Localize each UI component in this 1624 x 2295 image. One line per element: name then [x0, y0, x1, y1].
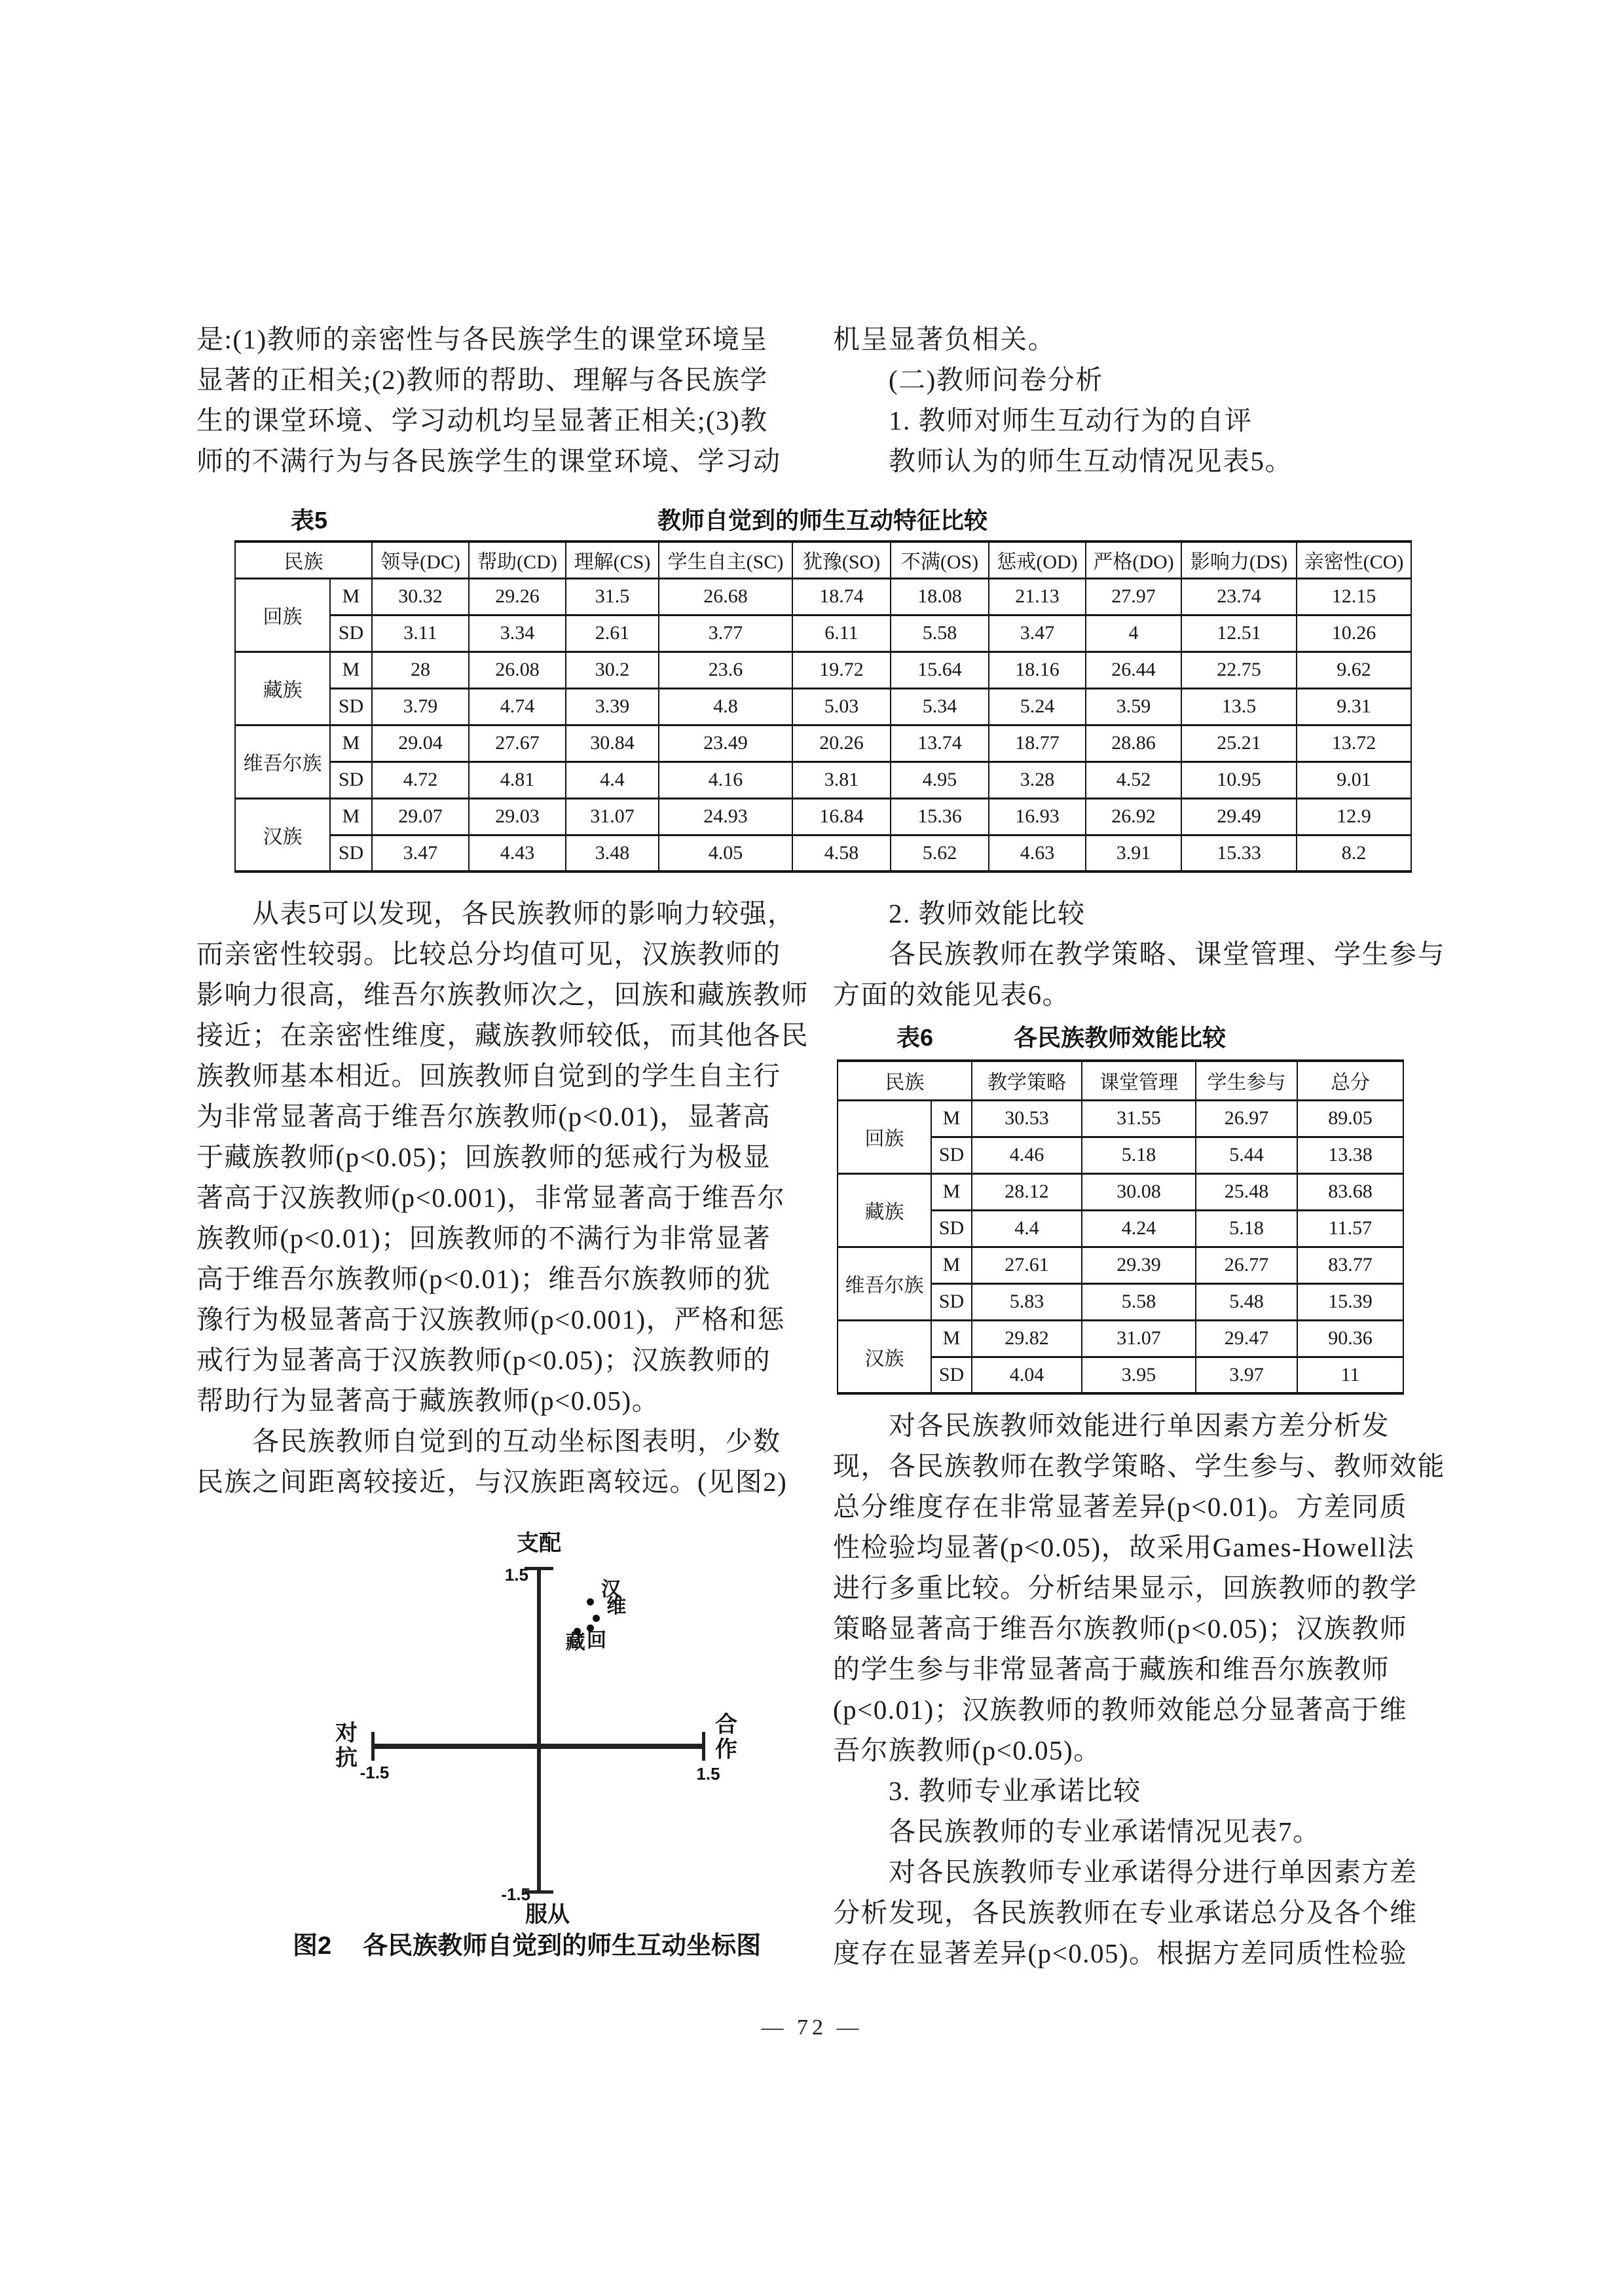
table-cell: 5.03	[792, 688, 891, 725]
table-cell: 10.26	[1297, 615, 1411, 652]
table-cell: 23.74	[1181, 578, 1297, 615]
table-cell: 4.74	[469, 688, 566, 725]
table-5-header	[235, 542, 1411, 578]
table-cell: 3.47	[372, 835, 469, 872]
table-cell: 27.97	[1086, 578, 1181, 615]
table-cell: 5.44	[1196, 1137, 1297, 1173]
table-cell: 3.81	[792, 762, 891, 798]
table-cell: 29.04	[372, 725, 469, 762]
figure-2-caption-title: 各民族教师自觉到的师生互动坐标图	[363, 1932, 762, 1960]
table-cell: 4.52	[1086, 762, 1181, 798]
text-line: (二)教师问卷分析	[833, 365, 1103, 395]
row-label-stat: SD	[330, 615, 372, 652]
table-cell: 4.72	[372, 762, 469, 798]
text-line: 总分维度存在非常显著差异(p<0.01)。方差同质	[833, 1492, 1408, 1522]
table-cell: 29.07	[372, 798, 469, 835]
table-5-teacher-interaction	[234, 540, 1412, 873]
table-cell: 16.84	[792, 798, 891, 835]
text-line: 民族之间距离较接近，与汉族距离较远。(见图2)	[196, 1467, 788, 1497]
table-cell: 23.6	[659, 652, 792, 688]
table-cell: 3.11	[372, 615, 469, 652]
scatter-point-label: 藏	[565, 1632, 585, 1654]
row-label-stat: SD	[330, 835, 372, 872]
text-line: 是:(1)教师的亲密性与各民族学生的课堂环境呈	[196, 324, 768, 354]
table-cell: 4.4	[972, 1210, 1082, 1247]
text-line: 的学生参与非常显著高于藏族和维吾尔族教师	[833, 1654, 1390, 1684]
table-cell: 3.91	[1086, 835, 1181, 872]
table-cell: 25.48	[1196, 1173, 1297, 1210]
table-cell: 28.86	[1086, 725, 1181, 762]
row-label-ethnicity: 藏族	[838, 1173, 931, 1247]
table-5-caption-label: 表5	[291, 507, 328, 534]
right-column-efficacy-intro	[833, 893, 1445, 1015]
table-cell: 3.95	[1082, 1357, 1196, 1393]
table-cell: 13.38	[1297, 1137, 1403, 1173]
table-cell: 3.48	[566, 835, 659, 872]
text-line: 2. 教师效能比较	[833, 898, 1086, 928]
text-line: 于藏族教师(p<0.05)；回族教师的惩戒行为极显	[196, 1142, 771, 1172]
table-row	[838, 1173, 1403, 1210]
text-line: 1. 教师对师生互动行为的自评	[833, 405, 1253, 435]
scatter-point-label: 回	[586, 1630, 606, 1651]
scatter-point	[593, 1615, 600, 1622]
row-label-ethnicity: 汉族	[235, 798, 330, 872]
table-cell: 5.34	[891, 688, 989, 725]
col-header: 领导(DC)	[372, 542, 469, 578]
table-cell: 27.61	[972, 1247, 1082, 1283]
row-label-stat: M	[931, 1247, 972, 1283]
table-cell: 2.61	[566, 615, 659, 652]
text-line: 高于维吾尔族教师(p<0.01)；维吾尔族教师的犹	[196, 1264, 771, 1294]
table-cell: 31.55	[1082, 1100, 1196, 1137]
text-line: 为非常显著高于维吾尔族教师(p<0.01)，显著高	[196, 1101, 771, 1131]
right-tick	[702, 1732, 705, 1761]
axis-label-opposition: 对抗	[335, 1721, 358, 1771]
text-line: 而亲密性较弱。比较总分均值可见，汉族教师的	[196, 939, 781, 969]
table-cell: 20.26	[792, 725, 891, 762]
table-cell: 3.34	[469, 615, 566, 652]
row-label-stat: M	[330, 652, 372, 688]
text-line: 3. 教师专业承诺比较	[833, 1776, 1141, 1806]
table-cell: 3.77	[659, 615, 792, 652]
table-cell: 29.03	[469, 798, 566, 835]
table-cell: 4	[1086, 615, 1181, 652]
col-header: 学生自主(SC)	[659, 542, 792, 578]
text-line: 对各民族教师效能进行单因素方差分析发	[833, 1410, 1390, 1441]
figure-2-caption	[293, 1932, 761, 1960]
text-line: 分析发现，各民族教师在专业承诺总分及各个维	[833, 1898, 1418, 1928]
text-line: 族教师(p<0.01)；回族教师的不满行为非常显著	[196, 1223, 771, 1253]
tick-label-top: 1.5	[504, 1565, 528, 1585]
row-label-ethnicity: 维吾尔族	[838, 1247, 931, 1320]
table-row	[235, 835, 1411, 872]
table-cell: 89.05	[1297, 1100, 1403, 1137]
table-cell: 18.16	[989, 652, 1086, 688]
table-cell: 29.47	[1196, 1320, 1297, 1357]
table-cell: 4.95	[891, 762, 989, 798]
table-cell: 5.83	[972, 1283, 1082, 1320]
text-line: 各民族教师自觉到的互动坐标图表明，少数	[196, 1426, 781, 1456]
table-cell: 4.58	[792, 835, 891, 872]
table-5-caption	[234, 505, 1411, 536]
axis-label-dominance: 支配	[517, 1531, 561, 1556]
text-line: 各民族教师在教学策略、课堂管理、学生参与	[833, 939, 1445, 969]
table-cell: 4.05	[659, 835, 792, 872]
text-line: 帮助行为显著高于藏族教师(p<0.05)。	[196, 1386, 660, 1416]
table-cell: 29.49	[1181, 798, 1297, 835]
table-cell: 3.47	[989, 615, 1086, 652]
col-header: 犹豫(SO)	[792, 542, 891, 578]
page-number: — 72 —	[761, 2015, 863, 2040]
table-cell: 4.24	[1082, 1210, 1196, 1247]
text-line: 各民族教师的专业承诺情况见表7。	[833, 1816, 1321, 1846]
text-line: 从表5可以发现，各民族教师的影响力较强，	[196, 898, 796, 928]
table-cell: 6.11	[792, 615, 891, 652]
tick-label-right: 1.5	[696, 1764, 720, 1784]
scatter-point-label: 汉	[600, 1579, 621, 1601]
table-cell: 8.2	[1297, 835, 1411, 872]
col-header: 课堂管理	[1082, 1061, 1196, 1100]
col-header: 教学策略	[972, 1061, 1082, 1100]
col-header: 影响力(DS)	[1181, 542, 1297, 578]
table-row	[838, 1247, 1403, 1283]
text-line: 性检验均显著(p<0.05)，故采用Games-Howell法	[833, 1532, 1415, 1562]
text-line: 机呈显著负相关。	[833, 324, 1056, 354]
table-row	[235, 798, 1411, 835]
text-line: 族教师基本相近。回族教师自觉到的学生自主行	[196, 1061, 781, 1091]
table-cell: 4.63	[989, 835, 1086, 872]
table-cell: 26.68	[659, 578, 792, 615]
axis-label-cooperation: 合作	[715, 1712, 737, 1762]
table-cell: 18.74	[792, 578, 891, 615]
table-row	[235, 725, 1411, 762]
table-cell: 16.93	[989, 798, 1086, 835]
table-cell: 4.16	[659, 762, 792, 798]
axis-label-submission: 服从	[525, 1902, 570, 1927]
horizontal-axis	[373, 1744, 704, 1749]
table-cell: 26.97	[1196, 1100, 1297, 1137]
table-cell: 83.68	[1297, 1173, 1403, 1210]
left-column-analysis-paragraph	[196, 893, 819, 1502]
text-line: 接近；在亲密性维度，藏族教师较低，而其他各民	[196, 1020, 809, 1050]
table-row	[235, 578, 1411, 615]
top-tick	[525, 1567, 553, 1570]
table-cell: 30.53	[972, 1100, 1082, 1137]
table-cell: 3.28	[989, 762, 1086, 798]
tick-label-left: -1.5	[360, 1763, 390, 1782]
col-header: 帮助(CD)	[469, 542, 566, 578]
table-cell: 12.51	[1181, 615, 1297, 652]
row-label-ethnicity: 回族	[235, 578, 330, 652]
table-cell: 26.08	[469, 652, 566, 688]
table-5-caption-title: 教师自觉到的师生互动特征比较	[657, 507, 987, 534]
table-cell: 3.79	[372, 688, 469, 725]
text-line: 师的不满行为与各民族学生的课堂环境、学习动	[196, 446, 781, 476]
row-label-stat: SD	[931, 1210, 972, 1247]
row-label-stat: SD	[931, 1357, 972, 1393]
table-cell: 26.92	[1086, 798, 1181, 835]
col-header: 总分	[1297, 1061, 1403, 1100]
table-cell: 5.18	[1082, 1137, 1196, 1173]
table-cell: 4.43	[469, 835, 566, 872]
table-cell: 9.31	[1297, 688, 1411, 725]
table-cell: 9.62	[1297, 652, 1411, 688]
table-cell: 4.46	[972, 1137, 1082, 1173]
table-cell: 13.5	[1181, 688, 1297, 725]
text-line: 著高于汉族教师(p<0.001)，非常显著高于维吾尔	[196, 1183, 786, 1213]
table-cell: 5.58	[891, 615, 989, 652]
table-cell: 29.26	[469, 578, 566, 615]
table-6-header	[838, 1061, 1403, 1100]
text-line: 方面的效能见表6。	[833, 980, 1070, 1010]
row-label-stat: M	[931, 1173, 972, 1210]
text-line: 生的课堂环境、学习动机均呈显著正相关;(3)教	[196, 405, 768, 435]
text-line: 对各民族教师专业承诺得分进行单因素方差	[833, 1857, 1418, 1887]
row-label-stat: SD	[931, 1137, 972, 1173]
scatter-point-label: 维	[606, 1595, 627, 1617]
text-line: 教师认为的师生互动情况见表5。	[833, 446, 1293, 476]
table-cell: 5.24	[989, 688, 1086, 725]
table-cell: 24.93	[659, 798, 792, 835]
table-cell: 5.18	[1196, 1210, 1297, 1247]
tick-label-bottom: -1.5	[501, 1884, 530, 1904]
col-header: 严格(DO)	[1086, 542, 1181, 578]
table-cell: 4.4	[566, 762, 659, 798]
table-cell: 12.15	[1297, 578, 1411, 615]
table-6-caption-label: 表6	[896, 1024, 934, 1051]
table-cell: 26.77	[1196, 1247, 1297, 1283]
text-line: 显著的正相关;(2)教师的帮助、理解与各民族学	[196, 365, 768, 395]
text-line: 度存在显著差异(p<0.05)。根据方差同质性检验	[833, 1938, 1408, 1968]
table-cell: 25.21	[1181, 725, 1297, 762]
col-header-ethnicity: 民族	[235, 542, 372, 578]
table-6-body	[838, 1100, 1403, 1393]
table-cell: 3.39	[566, 688, 659, 725]
table-cell: 28.12	[972, 1173, 1082, 1210]
table-cell: 11.57	[1297, 1210, 1403, 1247]
row-label-stat: M	[931, 1100, 972, 1137]
table-cell: 3.97	[1196, 1357, 1297, 1393]
table-cell: 18.08	[891, 578, 989, 615]
right-column-top-paragraph	[833, 319, 1429, 481]
col-header-ethnicity: 民族	[838, 1061, 972, 1100]
row-label-stat: SD	[330, 688, 372, 725]
text-line: 戒行为显著高于汉族教师(p<0.05)；汉族教师的	[196, 1345, 771, 1375]
figure-2-caption-label: 图2	[293, 1932, 332, 1960]
table-5-body	[235, 578, 1411, 872]
table-cell: 11	[1297, 1357, 1403, 1393]
table-cell: 15.64	[891, 652, 989, 688]
text-line: (p<0.01)；汉族教师的教师效能总分显著高于维	[833, 1695, 1408, 1725]
row-label-stat: M	[931, 1320, 972, 1357]
table-cell: 15.39	[1297, 1283, 1403, 1320]
table-cell: 4.81	[469, 762, 566, 798]
table-cell: 3.59	[1086, 688, 1181, 725]
text-line: 吾尔族教师(p<0.05)。	[833, 1735, 1101, 1765]
row-label-ethnicity: 藏族	[235, 652, 330, 725]
table-row	[838, 1320, 1403, 1357]
table-cell: 30.08	[1082, 1173, 1196, 1210]
table-cell: 30.32	[372, 578, 469, 615]
table-6-teacher-efficacy	[837, 1059, 1404, 1395]
table-6-caption-title: 各民族教师效能比较	[1013, 1024, 1226, 1051]
row-label-ethnicity: 回族	[838, 1100, 931, 1173]
row-label-stat: M	[330, 578, 372, 615]
table-row	[235, 688, 1411, 725]
col-header: 惩戒(OD)	[989, 542, 1086, 578]
table-cell: 21.13	[989, 578, 1086, 615]
table-cell: 31.5	[566, 578, 659, 615]
table-cell: 90.36	[1297, 1320, 1403, 1357]
table-6-caption	[837, 1023, 1403, 1053]
table-cell: 12.9	[1297, 798, 1411, 835]
table-cell: 5.48	[1196, 1283, 1297, 1320]
table-cell: 15.36	[891, 798, 989, 835]
table-cell: 31.07	[1082, 1320, 1196, 1357]
table-cell: 18.77	[989, 725, 1086, 762]
text-line: 进行多重比较。分析结果显示，回族教师的教学	[833, 1573, 1418, 1603]
col-header: 不满(OS)	[891, 542, 989, 578]
text-line: 影响力很高，维吾尔族教师次之，回族和藏族教师	[196, 980, 809, 1010]
table-cell: 26.44	[1086, 652, 1181, 688]
table-cell: 30.84	[566, 725, 659, 762]
table-cell: 23.49	[659, 725, 792, 762]
col-header: 亲密性(CO)	[1297, 542, 1411, 578]
table-cell: 13.72	[1297, 725, 1411, 762]
table-cell: 4.8	[659, 688, 792, 725]
table-row	[838, 1100, 1403, 1137]
table-cell: 31.07	[566, 798, 659, 835]
table-row	[235, 652, 1411, 688]
table-cell: 4.04	[972, 1357, 1082, 1393]
table-cell: 29.39	[1082, 1247, 1196, 1283]
table-row	[235, 615, 1411, 652]
table-cell: 13.74	[891, 725, 989, 762]
table-cell: 30.2	[566, 652, 659, 688]
table-cell: 5.62	[891, 835, 989, 872]
table-cell: 5.58	[1082, 1283, 1196, 1320]
row-label-stat: SD	[931, 1283, 972, 1320]
col-header: 理解(CS)	[566, 542, 659, 578]
right-column-analysis-paragraph	[833, 1405, 1445, 1974]
figure-2-interaction-coordinate-plot	[295, 1526, 819, 1971]
vertical-axis	[537, 1568, 541, 1892]
row-label-stat: M	[330, 798, 372, 835]
col-header: 学生参与	[1196, 1061, 1297, 1100]
table-cell: 83.77	[1297, 1247, 1403, 1283]
row-label-ethnicity: 汉族	[838, 1320, 931, 1393]
row-label-ethnicity: 维吾尔族	[235, 725, 330, 798]
table-cell: 27.67	[469, 725, 566, 762]
scatter-point	[587, 1598, 594, 1606]
table-cell: 19.72	[792, 652, 891, 688]
text-line: 现，各民族教师在教学策略、学生参与、教师效能	[833, 1451, 1445, 1481]
text-line: 策略显著高于维吾尔族教师(p<0.05)；汉族教师	[833, 1613, 1408, 1643]
row-label-stat: SD	[330, 762, 372, 798]
table-cell: 22.75	[1181, 652, 1297, 688]
text-line: 豫行为极显著高于汉族教师(p<0.001)，严格和惩	[196, 1304, 786, 1334]
table-cell: 28	[372, 652, 469, 688]
left-column-top-paragraph	[196, 319, 819, 481]
left-tick	[371, 1732, 375, 1761]
table-cell: 10.95	[1181, 762, 1297, 798]
table-cell: 9.01	[1297, 762, 1411, 798]
table-cell: 29.82	[972, 1320, 1082, 1357]
table-cell: 15.33	[1181, 835, 1297, 872]
row-label-stat: M	[330, 725, 372, 762]
table-row	[235, 762, 1411, 798]
